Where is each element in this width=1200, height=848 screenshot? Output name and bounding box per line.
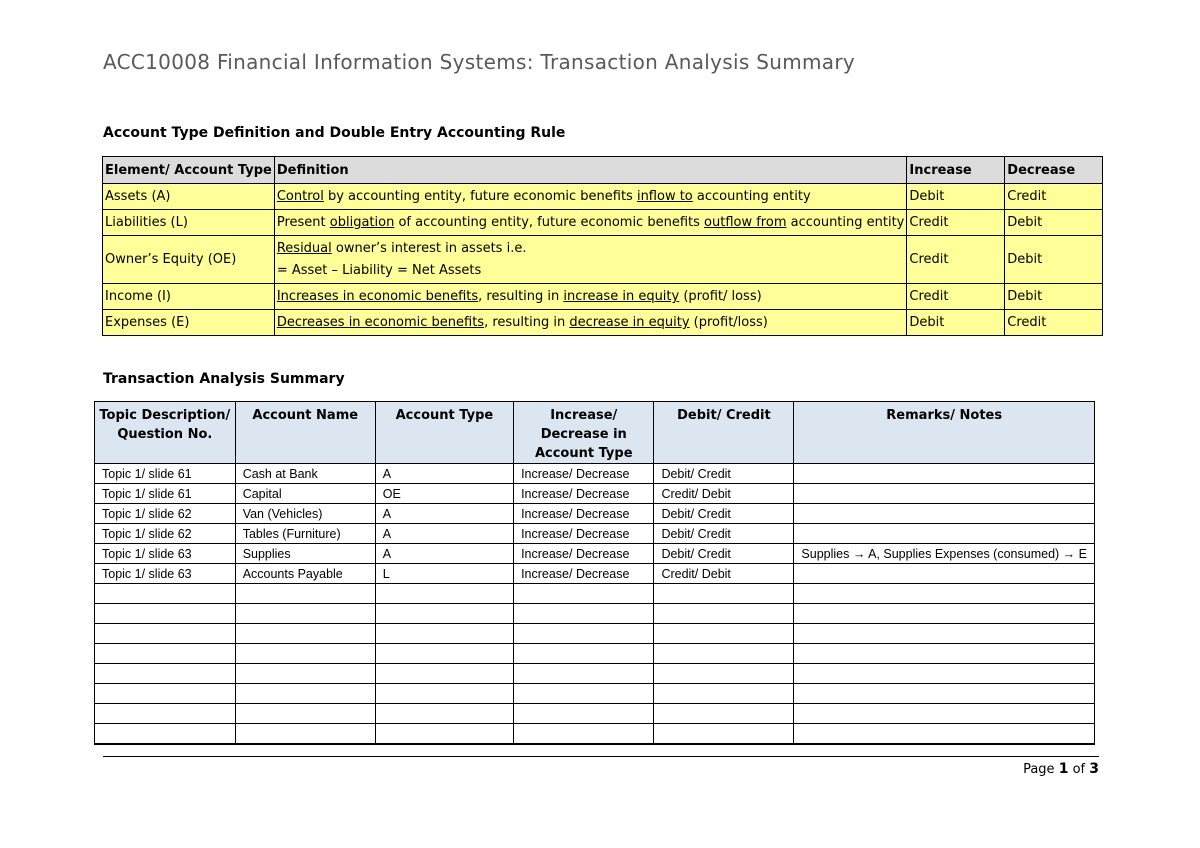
topic-cell[interactable]: Topic 1/ slide 61 bbox=[95, 464, 236, 484]
increase-decrease-cell[interactable]: Increase/ Decrease bbox=[514, 484, 654, 504]
account-type-cell: Expenses (E) bbox=[103, 310, 275, 336]
section-heading-account-types: Account Type Definition and Double Entry Accounting Rule bbox=[103, 125, 566, 141]
account-type-cell: Assets (A) bbox=[103, 184, 275, 210]
table-row bbox=[95, 664, 1095, 684]
definition-key-term: obligation bbox=[329, 215, 395, 230]
topic-cell[interactable] bbox=[95, 604, 236, 624]
topic-cell[interactable] bbox=[95, 684, 236, 704]
remarks-cell[interactable] bbox=[794, 704, 1095, 724]
definition-text: of accounting entity, future economic benefits bbox=[394, 215, 705, 230]
account-name-cell[interactable] bbox=[235, 584, 375, 604]
account-type-cell: Liabilities (L) bbox=[103, 210, 275, 236]
table-row bbox=[103, 284, 1103, 310]
topic-cell[interactable] bbox=[95, 704, 236, 724]
account-name-cell[interactable] bbox=[235, 624, 375, 644]
debit-credit-cell[interactable] bbox=[654, 724, 794, 745]
remarks-cell[interactable] bbox=[794, 684, 1095, 704]
definition-text: (profit/ loss) bbox=[679, 289, 762, 304]
column-header: Remarks/ Notes bbox=[794, 402, 1095, 464]
remarks-cell[interactable] bbox=[794, 624, 1095, 644]
increase-rule-cell: Debit bbox=[907, 184, 1005, 210]
account-type-cell[interactable] bbox=[375, 644, 513, 664]
table-row bbox=[95, 524, 1095, 544]
column-header: Account Name bbox=[235, 402, 375, 464]
increase-rule-cell: Credit bbox=[907, 284, 1005, 310]
account-name-cell[interactable] bbox=[235, 604, 375, 624]
table-row bbox=[95, 504, 1095, 524]
account-type-cell[interactable]: L bbox=[375, 564, 513, 584]
topic-cell[interactable]: Topic 1/ slide 63 bbox=[95, 544, 236, 564]
decrease-rule-cell: Debit bbox=[1005, 284, 1103, 310]
definition-line bbox=[277, 189, 905, 204]
account-type-cell[interactable]: A bbox=[375, 504, 513, 524]
column-header: Increase bbox=[907, 157, 1005, 184]
page-label: Page bbox=[1023, 762, 1055, 777]
debit-credit-cell[interactable] bbox=[654, 684, 794, 704]
account-name-cell[interactable]: Cash at Bank bbox=[235, 464, 375, 484]
increase-decrease-cell[interactable]: Increase/ Decrease bbox=[514, 544, 654, 564]
remarks-cell[interactable] bbox=[794, 644, 1095, 664]
topic-cell[interactable] bbox=[95, 664, 236, 684]
topic-cell[interactable]: Topic 1/ slide 61 bbox=[95, 484, 236, 504]
topic-cell[interactable] bbox=[95, 584, 236, 604]
account-type-cell[interactable] bbox=[375, 724, 513, 745]
definition-key-term: inflow to bbox=[636, 189, 693, 204]
column-header: Decrease bbox=[1005, 157, 1103, 184]
account-name-cell[interactable]: Tables (Furniture) bbox=[235, 524, 375, 544]
definition-text: Present bbox=[276, 215, 330, 230]
table-row bbox=[95, 484, 1095, 504]
definition-cell bbox=[274, 310, 907, 336]
definition-key-term: Decreases in economic benefits bbox=[276, 315, 485, 330]
debit-credit-cell[interactable] bbox=[654, 624, 794, 644]
table-row bbox=[103, 236, 1103, 284]
account-type-cell[interactable] bbox=[375, 604, 513, 624]
definition-line: = Asset – Liability = Net Assets bbox=[276, 262, 482, 278]
table-row bbox=[95, 684, 1095, 704]
page-current: 1 bbox=[1058, 761, 1069, 777]
definition-line bbox=[277, 315, 905, 330]
increase-rule-cell: Credit bbox=[907, 236, 1005, 284]
increase-decrease-cell[interactable] bbox=[514, 604, 654, 624]
debit-credit-cell[interactable] bbox=[654, 644, 794, 664]
column-header: Debit/ Credit bbox=[654, 402, 794, 464]
debit-credit-cell[interactable]: Credit/ Debit bbox=[654, 564, 794, 584]
table-row bbox=[103, 310, 1103, 336]
debit-credit-cell[interactable] bbox=[654, 584, 794, 604]
page-total: 3 bbox=[1089, 761, 1099, 777]
remarks-cell[interactable] bbox=[794, 724, 1095, 745]
table-row bbox=[95, 544, 1095, 564]
account-name-cell[interactable]: Accounts Payable bbox=[235, 564, 375, 584]
increase-decrease-cell[interactable] bbox=[514, 624, 654, 644]
account-name-cell[interactable] bbox=[235, 724, 375, 745]
page-number bbox=[1023, 761, 1099, 777]
definition-cell bbox=[274, 236, 907, 284]
increase-decrease-cell[interactable] bbox=[514, 664, 654, 684]
definition-text: accounting entity bbox=[786, 215, 905, 230]
account-name-cell[interactable]: Van (Vehicles) bbox=[235, 504, 375, 524]
table-header-row bbox=[95, 402, 1095, 464]
account-type-cell[interactable] bbox=[375, 624, 513, 644]
remarks-cell[interactable] bbox=[794, 524, 1095, 544]
account-name-cell[interactable] bbox=[235, 644, 375, 664]
table-row bbox=[95, 584, 1095, 604]
definition-line bbox=[277, 289, 905, 304]
table-row bbox=[95, 724, 1095, 745]
increase-decrease-cell[interactable]: Increase/ Decrease bbox=[514, 464, 654, 484]
increase-decrease-cell[interactable]: Increase/ Decrease bbox=[514, 564, 654, 584]
remarks-cell[interactable] bbox=[794, 584, 1095, 604]
table-row bbox=[103, 210, 1103, 236]
account-name-cell[interactable] bbox=[235, 704, 375, 724]
definition-key-term: decrease in equity bbox=[569, 315, 690, 330]
remarks-cell[interactable] bbox=[794, 464, 1095, 484]
definition-text: (profit/loss) bbox=[689, 315, 768, 330]
increase-decrease-cell[interactable] bbox=[514, 684, 654, 704]
topic-cell[interactable]: Topic 1/ slide 62 bbox=[95, 504, 236, 524]
definition-cell bbox=[274, 184, 907, 210]
definition-text: , resulting in bbox=[478, 289, 564, 304]
account-type-cell: Income (I) bbox=[103, 284, 275, 310]
table-row bbox=[95, 564, 1095, 584]
account-type-table bbox=[102, 156, 1103, 336]
decrease-rule-cell: Credit bbox=[1005, 184, 1103, 210]
increase-decrease-cell[interactable] bbox=[514, 704, 654, 724]
definition-key-term: outflow from bbox=[704, 215, 787, 230]
column-header: Element/ Account Type bbox=[103, 157, 275, 184]
remarks-cell[interactable] bbox=[794, 604, 1095, 624]
topic-cell[interactable] bbox=[95, 624, 236, 644]
account-name-cell[interactable] bbox=[235, 684, 375, 704]
decrease-rule-cell: Credit bbox=[1005, 310, 1103, 336]
table-row bbox=[95, 624, 1095, 644]
definition-key-term: increase in equity bbox=[563, 289, 680, 304]
debit-credit-cell[interactable]: Debit/ Credit bbox=[654, 524, 794, 544]
remarks-cell[interactable] bbox=[794, 664, 1095, 684]
account-name-cell[interactable]: Capital bbox=[235, 484, 375, 504]
remarks-cell[interactable] bbox=[794, 504, 1095, 524]
column-header: Account Type bbox=[375, 402, 513, 464]
remarks-cell[interactable]: Supplies → A, Supplies Expenses (consumed) → E bbox=[794, 544, 1095, 564]
decrease-rule-cell: Debit bbox=[1005, 210, 1103, 236]
column-header: Definition bbox=[274, 157, 907, 184]
debit-credit-cell[interactable]: Debit/ Credit bbox=[654, 544, 794, 564]
topic-cell[interactable]: Topic 1/ slide 63 bbox=[95, 564, 236, 584]
definition-key-term: Increases in economic benefits bbox=[276, 289, 479, 304]
account-type-cell[interactable] bbox=[375, 704, 513, 724]
increase-decrease-cell[interactable]: Increase/ Decrease bbox=[514, 524, 654, 544]
topic-cell[interactable] bbox=[95, 724, 236, 745]
table-row bbox=[95, 644, 1095, 664]
footer-divider bbox=[103, 756, 1099, 757]
increase-decrease-cell[interactable] bbox=[514, 644, 654, 664]
table-row bbox=[95, 704, 1095, 724]
debit-credit-cell[interactable] bbox=[654, 664, 794, 684]
definition-line bbox=[277, 238, 905, 260]
topic-cell[interactable] bbox=[95, 644, 236, 664]
section-heading-transaction-analysis: Transaction Analysis Summary bbox=[103, 371, 345, 387]
decrease-rule-cell: Debit bbox=[1005, 236, 1103, 284]
account-type-cell[interactable]: A bbox=[375, 544, 513, 564]
definition-key-term: Control bbox=[276, 189, 324, 204]
table-header-row bbox=[103, 157, 1103, 184]
debit-credit-cell[interactable]: Debit/ Credit bbox=[654, 464, 794, 484]
increase-rule-cell: Credit bbox=[907, 210, 1005, 236]
table-row bbox=[95, 604, 1095, 624]
definition-text: accounting entity bbox=[692, 189, 811, 204]
definition-line bbox=[277, 215, 905, 230]
column-header: Topic Description/ Question No. bbox=[95, 402, 236, 464]
account-name-cell[interactable] bbox=[235, 664, 375, 684]
debit-credit-cell[interactable]: Debit/ Credit bbox=[654, 504, 794, 524]
remarks-cell[interactable] bbox=[794, 564, 1095, 584]
account-type-cell[interactable] bbox=[375, 584, 513, 604]
definition-key-term: Residual bbox=[276, 240, 332, 256]
document-title: ACC10008 Financial Information Systems: Transaction Analysis Summary bbox=[103, 50, 855, 74]
remarks-cell[interactable] bbox=[794, 484, 1095, 504]
definition-text: owner’s interest in assets i.e. bbox=[331, 240, 527, 256]
column-header: Increase/ Decrease in Account Type bbox=[514, 402, 654, 464]
definition-cell bbox=[274, 210, 907, 236]
of-label: of bbox=[1072, 762, 1086, 777]
increase-decrease-cell[interactable]: Increase/ Decrease bbox=[514, 504, 654, 524]
account-type-cell[interactable]: A bbox=[375, 524, 513, 544]
account-name-cell[interactable]: Supplies bbox=[235, 544, 375, 564]
account-type-cell[interactable] bbox=[375, 684, 513, 704]
definition-cell bbox=[274, 284, 907, 310]
definition-text: , resulting in bbox=[484, 315, 570, 330]
increase-decrease-cell[interactable] bbox=[514, 584, 654, 604]
account-type-cell[interactable]: A bbox=[375, 464, 513, 484]
topic-cell[interactable]: Topic 1/ slide 62 bbox=[95, 524, 236, 544]
debit-credit-cell[interactable] bbox=[654, 604, 794, 624]
table-row bbox=[103, 184, 1103, 210]
account-type-cell[interactable]: OE bbox=[375, 484, 513, 504]
transaction-analysis-table bbox=[94, 401, 1095, 745]
account-type-cell[interactable] bbox=[375, 664, 513, 684]
increase-rule-cell: Debit bbox=[907, 310, 1005, 336]
table-row bbox=[95, 464, 1095, 484]
debit-credit-cell[interactable]: Credit/ Debit bbox=[654, 484, 794, 504]
debit-credit-cell[interactable] bbox=[654, 704, 794, 724]
account-type-cell: Owner’s Equity (OE) bbox=[103, 236, 275, 284]
increase-decrease-cell[interactable] bbox=[514, 724, 654, 745]
definition-text: by accounting entity, future economic benefits bbox=[323, 189, 637, 204]
